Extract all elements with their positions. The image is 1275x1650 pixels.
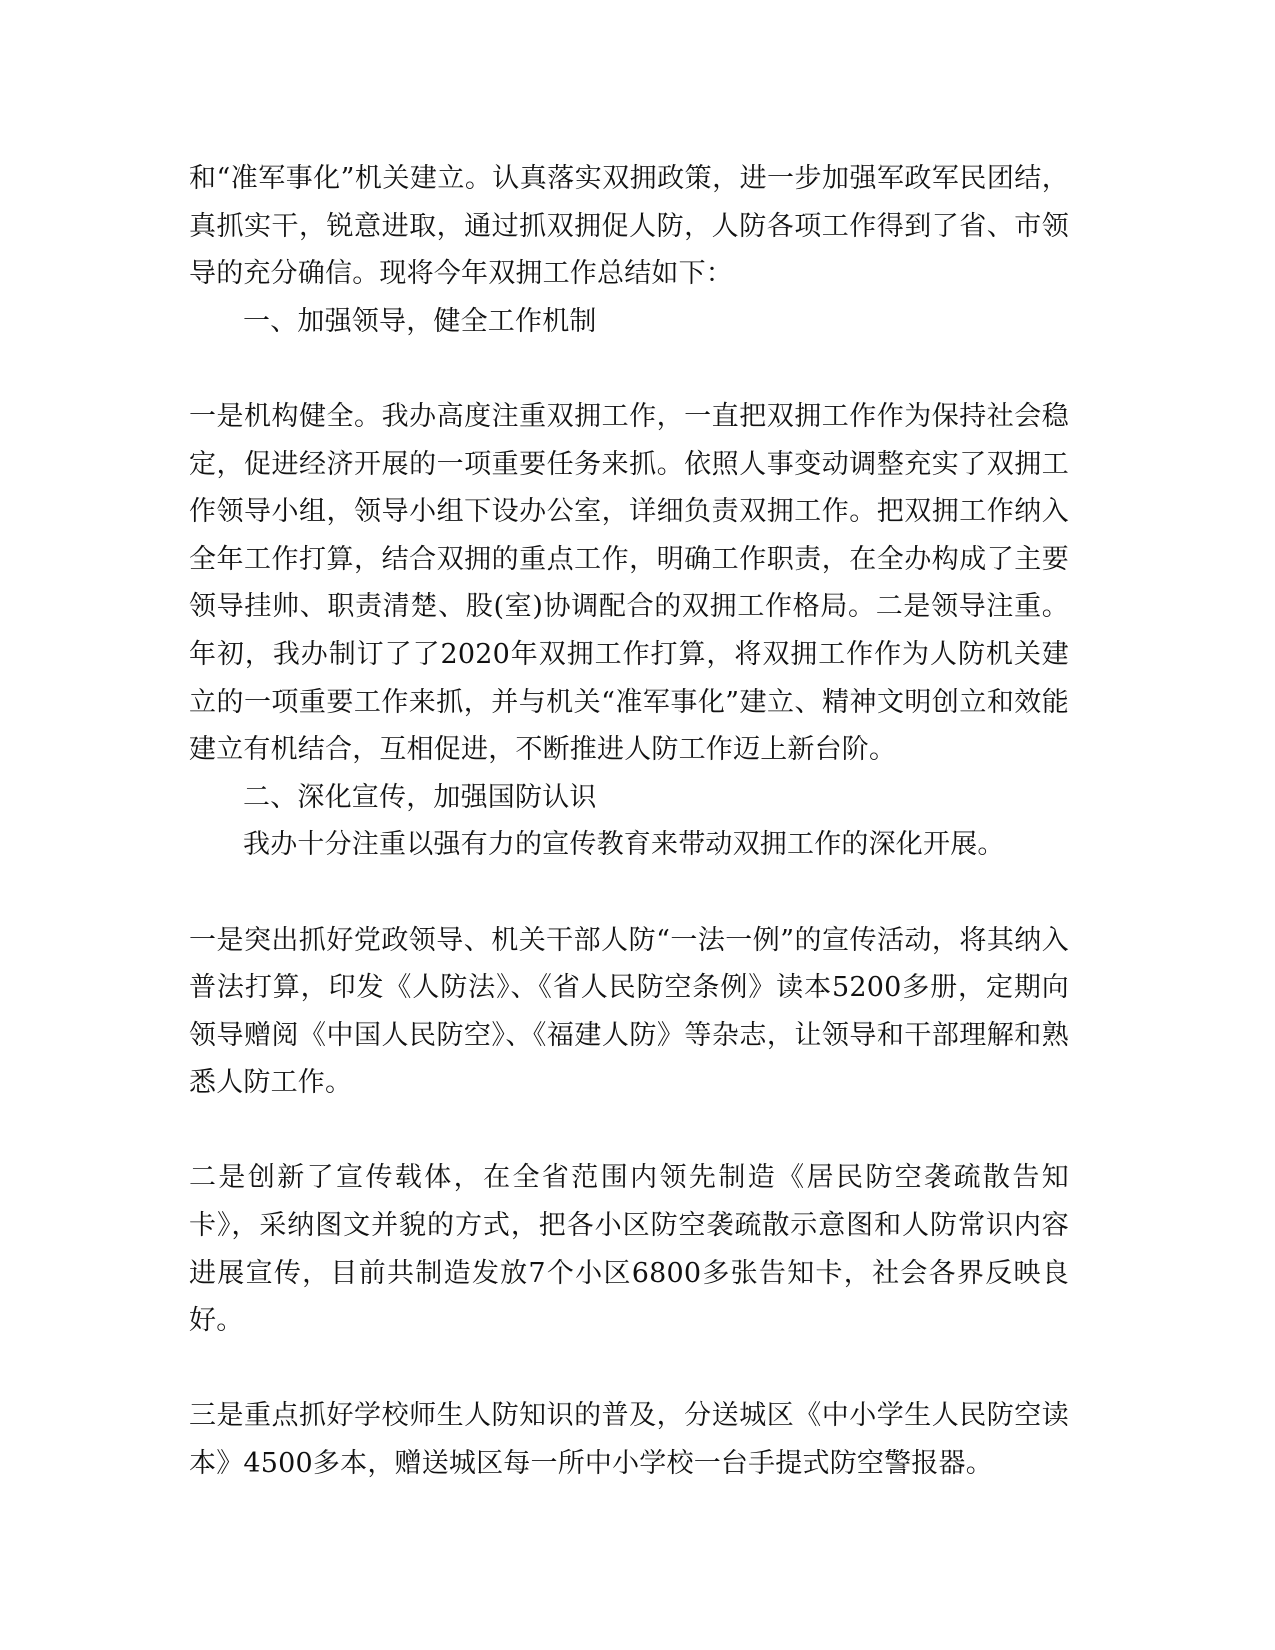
section-2-item-3: 三是重点抓好学校师生人防知识的普及，分送城区《中小学生人民防空读本》4500多本，赠送城区每一所中小学校一台手提式防空警报器。	[189, 1400, 1069, 1480]
section-2-item-1: 一是突出抓好党政领导、机关干部人防“一法一例”的宣传活动，将其纳入普法打算，印发《人防法》、《省人民防空条例》读本5200多册，定期向领导赠阅《中国人民防空》、《福建人防》等杂志，让领导和干部理解和熟悉人防工作。	[189, 924, 1069, 1099]
section-heading-2: 二、深化宣传，加强国防认识	[243, 781, 597, 813]
section-1-paragraph: 一是机构健全。我办高度注重双拥工作，一直把双拥工作作为保持社会稳定，促进经济开展的一项重要任务来抓。依照人事变动调整充实了双拥工作领导小组，领导小组下设办公室，详细负责双拥工作。把双拥工作纳入全年工作打算，结合双拥的重点工作，明确工作职责，在全办构成了主要领导挂帅、职责清楚、股(室)协调配合的双拥工作格局。二是领导注重。年初，我办制订了了2020年双拥工作打算，将双拥工作作为人防机关建立的一项重要工作来抓，并与机关“准军事化”建立、精神文明创立和效能建立有机结合，互相促进，不断推进人防工作迈上新台阶。	[189, 400, 1069, 766]
section-2-lead: 我办十分注重以强有力的宣传教育来带动双拥工作的深化开展。	[243, 829, 1005, 861]
intro-paragraph: 和“准军事化”机关建立。认真落实双拥政策，进一步加强军政军民团结，真抓实干，锐意进取，通过抓双拥促人防，人防各项工作得到了省、市领导的充分确信。现将今年双拥工作总结如下：	[189, 163, 1069, 290]
section-2-item-2: 二是创新了宣传载体，在全省范围内领先制造《居民防空袭疏散告知卡》，采纳图文并貌的方式，把各小区防空袭疏散示意图和人防常识内容进展宣传，目前共制造发放7个小区6800多张告知卡，社会各界反映良好。	[189, 1162, 1069, 1337]
section-heading-1: 一、加强领导，健全工作机制	[243, 305, 597, 337]
document-body	[189, 155, 1069, 1488]
